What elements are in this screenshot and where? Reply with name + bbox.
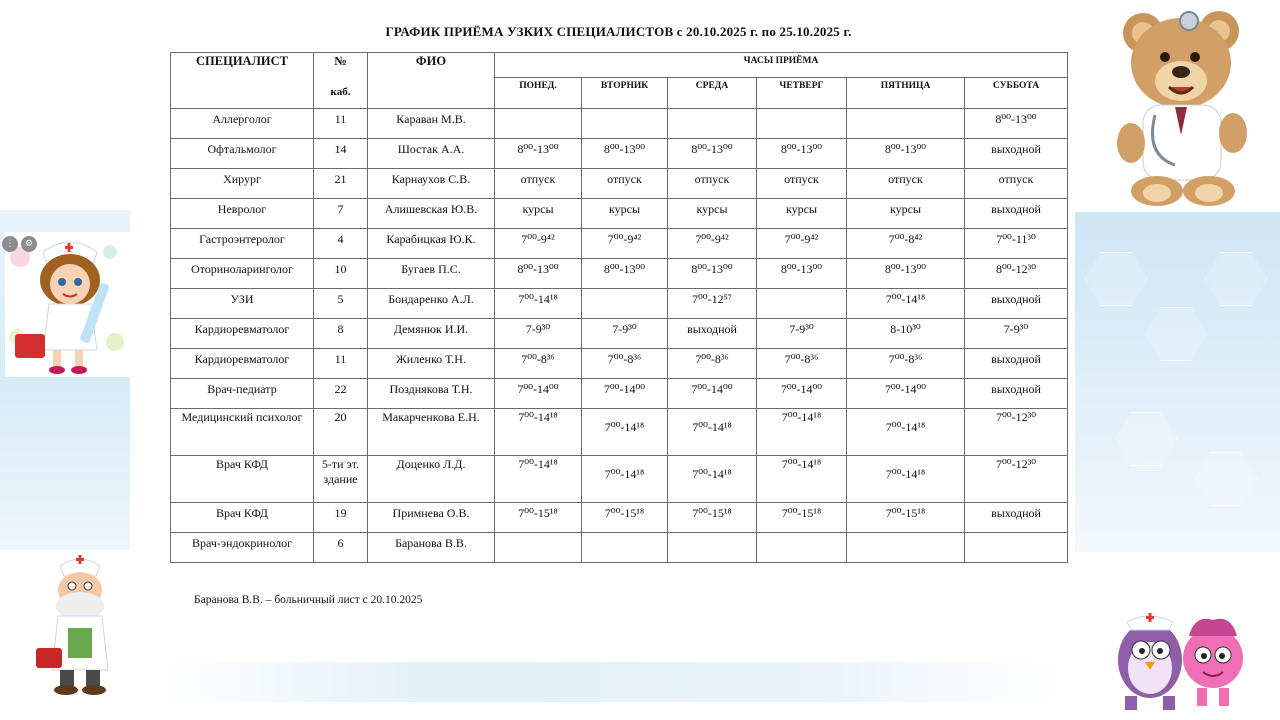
- table-row: [171, 456, 1068, 503]
- hours-cell-text: 7⁰⁰-14¹⁸: [885, 420, 926, 434]
- hours-cell-text: отпуск: [998, 172, 1034, 186]
- specialist-cell-text: Медицинский психолог: [181, 410, 303, 424]
- specialist-cell: [171, 503, 314, 533]
- old-doctor-icon: [30, 548, 130, 698]
- cabinet-cell: [314, 319, 368, 349]
- hours-cell: [582, 169, 668, 199]
- specialist-cell-text: Оториноларинголог: [191, 262, 293, 276]
- hours-cell: [757, 349, 847, 379]
- hours-cell-text: 7-9³⁰: [525, 322, 551, 336]
- specialist-cell: [171, 259, 314, 289]
- table-row: [171, 379, 1068, 409]
- hours-cell: [668, 319, 757, 349]
- hours-cell-text: 7⁰⁰-14⁰⁰: [603, 382, 646, 396]
- fio-cell-text: Карабицкая Ю.К.: [386, 232, 476, 246]
- hours-cell: [965, 409, 1068, 456]
- fio-cell-text: Баранова В.В.: [395, 536, 467, 550]
- hours-cell-text: выходной: [991, 382, 1041, 396]
- fio-cell-text: Доценко Л.Д.: [396, 457, 466, 471]
- cabinet-cell: [314, 289, 368, 319]
- cabinet-cell: [314, 349, 368, 379]
- fio-cell-text: Караван М.В.: [396, 112, 466, 126]
- hours-cell-text: 7⁰⁰-14¹⁸: [692, 467, 732, 481]
- fio-cell: [368, 229, 495, 259]
- cabinet-cell-text: 21: [334, 172, 347, 186]
- specialist-cell-text: Офтальмолог: [207, 142, 277, 156]
- hours-cell: [495, 533, 582, 563]
- hours-cell: [757, 456, 847, 503]
- hours-cell: [757, 199, 847, 229]
- header-day-mon: ПОНЕД.: [495, 78, 582, 109]
- hours-cell-text: 8⁰⁰-13⁰⁰: [780, 262, 823, 276]
- table-row: [171, 199, 1068, 229]
- fio-cell-text: Бугаев П.С.: [401, 262, 461, 276]
- specialist-cell-text: Хирург: [223, 172, 261, 186]
- hours-cell-text: 7⁰⁰-14¹⁸: [781, 457, 822, 471]
- hours-cell-text: выходной: [991, 506, 1041, 520]
- fio-cell-text: Карнаухов С.В.: [391, 172, 471, 186]
- cabinet-cell-text: 22: [334, 382, 347, 396]
- cabinet-cell-text: 4: [337, 232, 344, 246]
- hours-cell: [495, 289, 582, 319]
- hours-cell: [757, 319, 847, 349]
- specialist-cell: [171, 456, 314, 503]
- hours-cell-text: отпуск: [520, 172, 556, 186]
- smeshariki-doctors-icon: [1105, 600, 1255, 715]
- specialist-cell-text: Аллерголог: [212, 112, 272, 126]
- fio-cell: [368, 349, 495, 379]
- hours-cell: [495, 199, 582, 229]
- hours-cell: [582, 503, 668, 533]
- hours-cell: [668, 533, 757, 563]
- hours-cell: [847, 199, 965, 229]
- specialist-cell: [171, 379, 314, 409]
- hours-cell: [757, 229, 847, 259]
- hours-cell: [847, 503, 965, 533]
- table-row: [171, 289, 1068, 319]
- hours-cell-text: 7⁰⁰-14⁰⁰: [884, 382, 927, 396]
- hours-cell: [847, 139, 965, 169]
- hours-cell-text: 8-10³⁰: [890, 322, 921, 336]
- hours-cell-text: 8⁰⁰-13⁰⁰: [603, 262, 646, 276]
- hours-cell: [495, 503, 582, 533]
- hours-cell-text: 7⁰⁰-14¹⁸: [518, 410, 558, 424]
- specialist-cell-text: Кардиоревматолог: [194, 352, 290, 366]
- header-fio: ФИО: [368, 53, 495, 109]
- hours-cell: [965, 229, 1068, 259]
- hours-cell: [582, 259, 668, 289]
- hours-cell: [847, 169, 965, 199]
- hours-cell-text: 7⁰⁰-9⁴²: [784, 232, 819, 246]
- specialist-cell: [171, 169, 314, 199]
- fio-cell-text: Демянюк И.И.: [393, 322, 469, 336]
- fio-cell: [368, 319, 495, 349]
- hours-cell: [965, 456, 1068, 503]
- hours-cell: [847, 229, 965, 259]
- fio-cell: [368, 409, 495, 456]
- hours-cell: [847, 109, 965, 139]
- specialist-cell-text: Врач-эндокринолог: [192, 536, 292, 550]
- cabinet-cell-text: 6: [337, 536, 344, 550]
- hours-cell: [668, 139, 757, 169]
- cabinet-cell-text: 20: [334, 410, 347, 424]
- page-title: ГРАФИК ПРИЁМА УЗКИХ СПЕЦИАЛИСТОВ с 20.10.2025 г. по 25.10.2025 г.: [385, 24, 852, 39]
- hours-cell-text: 8⁰⁰-13⁰⁰: [517, 142, 559, 156]
- bear-doctor-icon: [1115, 5, 1250, 210]
- cabinet-cell: [314, 409, 368, 456]
- specialist-cell: [171, 229, 314, 259]
- fio-cell-text: Макарченкова Е.Н.: [382, 410, 480, 424]
- hours-cell-text: выходной: [991, 292, 1041, 306]
- table-row: [171, 259, 1068, 289]
- fio-cell-text: Жиленко Т.Н.: [396, 352, 466, 366]
- hours-cell: [757, 503, 847, 533]
- hours-cell: [495, 109, 582, 139]
- menu-dots-icon[interactable]: ⋮: [2, 236, 18, 252]
- cabinet-cell: [314, 533, 368, 563]
- hours-cell: [668, 259, 757, 289]
- hours-cell-text: отпуск: [784, 172, 819, 186]
- specialist-cell: [171, 409, 314, 456]
- fio-cell-text: Бондаренко А.Л.: [388, 292, 474, 306]
- hours-cell-text: 8⁰⁰-13⁰⁰: [603, 142, 646, 156]
- hours-cell: [495, 259, 582, 289]
- hours-cell: [668, 229, 757, 259]
- fio-cell: [368, 289, 495, 319]
- schedule-table: [170, 52, 1068, 563]
- hours-cell: [965, 259, 1068, 289]
- hours-cell: [965, 289, 1068, 319]
- specialist-cell: [171, 109, 314, 139]
- cabinet-cell-text: 11: [334, 352, 347, 366]
- fio-cell: [368, 533, 495, 563]
- hours-cell-text: 8⁰⁰-13⁰⁰: [691, 262, 733, 276]
- hours-cell-text: 7⁰⁰-14¹⁸: [518, 457, 558, 471]
- hours-cell-text: 7⁰⁰-8³⁶: [888, 352, 923, 366]
- cabinet-cell: [314, 379, 368, 409]
- hours-cell-text: отпуск: [888, 172, 923, 186]
- hours-cell-text: 7⁰⁰-9⁴²: [695, 232, 729, 246]
- hours-cell: [582, 199, 668, 229]
- hours-cell-text: 7⁰⁰-14¹⁸: [885, 292, 926, 306]
- hours-cell-text: 7⁰⁰-15¹⁸: [781, 506, 822, 520]
- hours-cell: [582, 533, 668, 563]
- table-row: [171, 409, 1068, 456]
- specialist-cell-text: Гастроэнтеролог: [199, 232, 285, 246]
- specialist-cell-text: Кардиоревматолог: [194, 322, 290, 336]
- fio-cell-text: Позднякова Т.Н.: [389, 382, 473, 396]
- hours-cell: [668, 409, 757, 456]
- right-blue-panel: [1075, 212, 1280, 552]
- hours-cell-text: отпуск: [607, 172, 642, 186]
- cabinet-cell-text: 5-ти эт. здание: [321, 457, 360, 486]
- table-row: [171, 139, 1068, 169]
- hours-cell-text: 7⁰⁰-14¹⁸: [604, 420, 645, 434]
- header-day-sat: СУББОТА: [965, 78, 1068, 109]
- fio-cell-text: Примнева О.В.: [392, 506, 470, 520]
- hours-cell: [965, 169, 1068, 199]
- hours-cell: [495, 169, 582, 199]
- hours-cell: [495, 229, 582, 259]
- hours-cell-text: 8⁰⁰-13⁰⁰: [995, 112, 1037, 126]
- cabinet-cell-text: 10: [334, 262, 347, 276]
- cabinet-cell-text: 11: [334, 112, 347, 126]
- fio-cell: [368, 109, 495, 139]
- hours-cell: [495, 349, 582, 379]
- hours-cell: [668, 169, 757, 199]
- schedule-body: [171, 109, 1068, 563]
- cabinet-cell: [314, 109, 368, 139]
- fio-cell: [368, 169, 495, 199]
- hours-cell-text: 7⁰⁰-14¹⁸: [781, 410, 822, 424]
- hours-cell: [847, 259, 965, 289]
- hours-cell-text: 7-9³⁰: [612, 322, 637, 336]
- hours-cell: [965, 379, 1068, 409]
- hours-cell-text: 7⁰⁰-8³⁶: [695, 352, 729, 366]
- hours-cell-text: курсы: [696, 202, 728, 216]
- hours-cell: [582, 229, 668, 259]
- header-hours: ЧАСЫ ПРИЁМА: [495, 53, 1068, 78]
- cabinet-cell: [314, 456, 368, 503]
- hours-cell-text: 8⁰⁰-12³⁰: [995, 262, 1037, 276]
- hours-cell-text: 7⁰⁰-12³⁰: [995, 457, 1037, 471]
- hours-cell: [757, 139, 847, 169]
- hours-cell-text: 7⁰⁰-14⁰⁰: [691, 382, 733, 396]
- table-row: [171, 109, 1068, 139]
- hours-cell-text: выходной: [687, 322, 737, 336]
- hours-cell: [668, 456, 757, 503]
- hours-cell-text: 7⁰⁰-8³⁶: [784, 352, 819, 366]
- hours-cell: [495, 139, 582, 169]
- specialist-cell: [171, 289, 314, 319]
- hours-cell-text: 7⁰⁰-14⁰⁰: [780, 382, 823, 396]
- table-row: [171, 349, 1068, 379]
- hours-cell-text: 8⁰⁰-13⁰⁰: [884, 142, 927, 156]
- hours-cell: [757, 169, 847, 199]
- hours-cell: [668, 199, 757, 229]
- table-row: [171, 229, 1068, 259]
- hours-cell: [582, 409, 668, 456]
- settings-icon[interactable]: ⚙: [21, 236, 37, 252]
- hours-cell: [847, 319, 965, 349]
- hours-cell: [668, 109, 757, 139]
- specialist-cell-text: Врач-педиатр: [207, 382, 277, 396]
- hours-cell-text: 8⁰⁰-13⁰⁰: [780, 142, 823, 156]
- hours-cell-text: 7-9³⁰: [789, 322, 814, 336]
- cabinet-cell-text: 8: [337, 322, 344, 336]
- hours-cell-text: 7⁰⁰-11³⁰: [996, 232, 1036, 246]
- overlay-toolbar[interactable]: [2, 236, 37, 252]
- hours-cell: [965, 533, 1068, 563]
- fio-cell: [368, 139, 495, 169]
- header-day-wed: СРЕДА: [668, 78, 757, 109]
- fio-cell-text: Шостак А.А.: [397, 142, 465, 156]
- fio-cell: [368, 503, 495, 533]
- cabinet-cell: [314, 199, 368, 229]
- hours-cell-text: курсы: [889, 202, 922, 216]
- fio-cell: [368, 259, 495, 289]
- hours-cell: [495, 456, 582, 503]
- bottom-blue-band: [160, 662, 1060, 702]
- hours-cell: [495, 409, 582, 456]
- cabinet-cell: [314, 259, 368, 289]
- hours-cell-text: 7⁰⁰-14¹⁸: [885, 467, 926, 481]
- hours-cell-text: 8⁰⁰-13⁰⁰: [517, 262, 559, 276]
- hours-cell-text: выходной: [991, 352, 1041, 366]
- fio-cell-text: Алишевская Ю.В.: [384, 202, 478, 216]
- hours-cell: [965, 109, 1068, 139]
- hours-cell-text: 7⁰⁰-15¹⁸: [518, 506, 558, 520]
- specialist-cell: [171, 349, 314, 379]
- header-cab-no: №: [334, 54, 347, 68]
- hours-cell: [582, 109, 668, 139]
- hours-cell: [757, 409, 847, 456]
- hours-cell-text: 7⁰⁰-15¹⁸: [885, 506, 926, 520]
- nurse-girl-icon: [5, 232, 130, 377]
- hours-cell: [757, 533, 847, 563]
- hours-cell: [847, 289, 965, 319]
- hours-cell: [495, 379, 582, 409]
- cabinet-cell: [314, 503, 368, 533]
- cabinet-cell-text: 7: [337, 202, 344, 216]
- hours-cell-text: 7⁰⁰-12³⁰: [995, 410, 1037, 424]
- hours-cell: [847, 349, 965, 379]
- hours-cell-text: выходной: [991, 142, 1041, 156]
- hours-cell: [757, 109, 847, 139]
- hours-cell: [847, 533, 965, 563]
- cabinet-cell: [314, 139, 368, 169]
- hours-cell-text: отпуск: [694, 172, 730, 186]
- hours-cell: [847, 456, 965, 503]
- hours-cell: [582, 379, 668, 409]
- cabinet-cell-text: 14: [334, 142, 347, 156]
- cabinet-cell: [314, 229, 368, 259]
- specialist-cell-text: УЗИ: [230, 292, 254, 306]
- specialist-cell-text: Врач КФД: [216, 457, 268, 471]
- header-day-fri: ПЯТНИЦА: [847, 78, 965, 109]
- hours-cell-text: курсы: [608, 202, 641, 216]
- hours-cell: [668, 503, 757, 533]
- hours-cell-text: 7-9³⁰: [1003, 322, 1029, 336]
- cabinet-cell: [314, 169, 368, 199]
- hours-cell-text: 7⁰⁰-12⁵⁷: [692, 292, 732, 306]
- table-row: [171, 319, 1068, 349]
- cabinet-cell-text: 19: [334, 506, 347, 520]
- hours-cell: [757, 289, 847, 319]
- specialist-cell-text: Врач КФД: [216, 506, 268, 520]
- hours-cell: [668, 379, 757, 409]
- hours-cell-text: выходной: [991, 202, 1041, 216]
- hours-cell-text: 7⁰⁰-9⁴²: [521, 232, 555, 246]
- fio-cell: [368, 199, 495, 229]
- hours-cell: [965, 349, 1068, 379]
- footnote: Баранова В.В. – больничный лист с 20.10.2025: [194, 594, 423, 606]
- fio-cell: [368, 379, 495, 409]
- hours-cell-text: 8⁰⁰-13⁰⁰: [884, 262, 927, 276]
- table-row: [171, 169, 1068, 199]
- fio-cell: [368, 456, 495, 503]
- header-day-tue: ВТОРНИК: [582, 78, 668, 109]
- hours-cell: [965, 503, 1068, 533]
- hours-cell: [582, 289, 668, 319]
- specialist-cell-text: Невролог: [217, 202, 267, 216]
- hours-cell: [495, 319, 582, 349]
- hours-cell-text: 7⁰⁰-14¹⁸: [692, 420, 732, 434]
- hours-cell: [582, 456, 668, 503]
- hours-cell-text: курсы: [785, 202, 818, 216]
- hours-cell: [668, 289, 757, 319]
- hours-cell: [965, 139, 1068, 169]
- hours-cell: [965, 199, 1068, 229]
- hours-cell-text: 7⁰⁰-14⁰⁰: [517, 382, 559, 396]
- hours-cell-text: 8⁰⁰-13⁰⁰: [691, 142, 733, 156]
- specialist-cell: [171, 199, 314, 229]
- specialist-cell: [171, 533, 314, 563]
- hours-cell-text: 7⁰⁰-8⁴²: [888, 232, 923, 246]
- hours-cell-text: 7⁰⁰-14¹⁸: [518, 292, 558, 306]
- hours-cell: [668, 349, 757, 379]
- hours-cell-text: 7⁰⁰-8³⁶: [521, 352, 555, 366]
- hours-cell: [847, 379, 965, 409]
- hours-cell-text: 7⁰⁰-9⁴²: [607, 232, 642, 246]
- table-row: [171, 503, 1068, 533]
- hours-cell: [965, 319, 1068, 349]
- header-specialist: СПЕЦИАЛИСТ: [171, 53, 314, 109]
- table-row: [171, 533, 1068, 563]
- hours-cell-text: 7⁰⁰-14¹⁸: [604, 467, 645, 481]
- cabinet-cell-text: 5: [337, 292, 344, 306]
- hours-cell: [847, 409, 965, 456]
- header-cabinet: [314, 53, 368, 109]
- hours-cell: [582, 139, 668, 169]
- specialist-cell: [171, 319, 314, 349]
- hours-cell-text: 7⁰⁰-15¹⁸: [604, 506, 645, 520]
- hours-cell-text: курсы: [522, 202, 554, 216]
- hours-cell: [582, 349, 668, 379]
- hours-cell-text: 7⁰⁰-15¹⁸: [692, 506, 732, 520]
- specialist-cell: [171, 139, 314, 169]
- header-cab: каб.: [330, 86, 351, 98]
- hours-cell-text: 7⁰⁰-8³⁶: [607, 352, 642, 366]
- header-day-thu: ЧЕТВЕРГ: [757, 78, 847, 109]
- hours-cell: [757, 259, 847, 289]
- hours-cell: [582, 319, 668, 349]
- hours-cell: [757, 379, 847, 409]
